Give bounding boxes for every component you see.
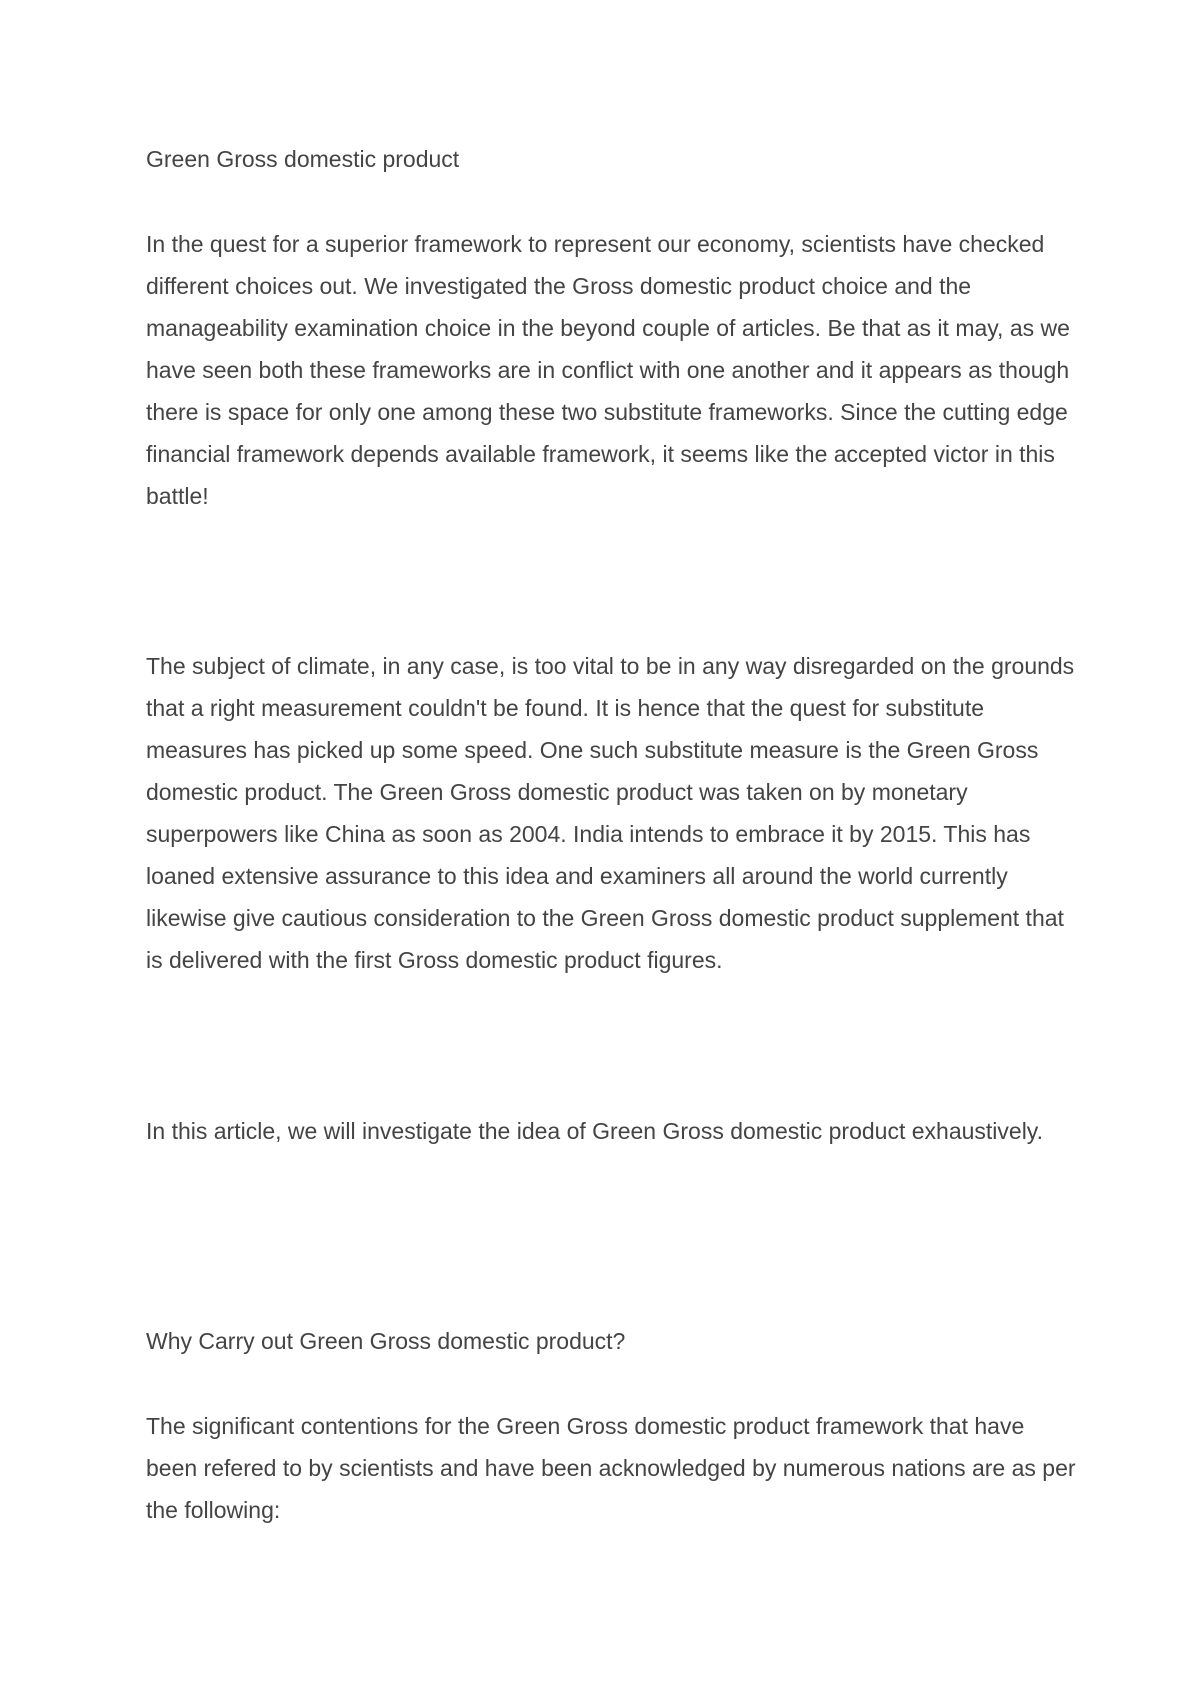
paragraph-intro: In the quest for a superior framework to represent our economy, scientists have checked different choices out. We investigated the Gross domestic product choice and the manageability examination choice in the beyond couple of articles. Be that as it may, as we have seen both these frameworks are in conflict with one another and it appears as though there is space for only one among these two substitute frameworks. Since the cutting edge financial framework depends available framework, it seems like the accepted victor in this battle! [146,231,1070,509]
document-title: Green Gross domestic product [146,146,460,172]
paragraph-contentions: The significant contentions for the Green Gross domestic product framework that have been refered to by scientists and have been acknowledged by numerous nations are as per the following: [146,1413,1076,1523]
section-heading: Why Carry out Green Gross domestic product? [146,1328,626,1354]
paragraph-climate: The subject of climate, in any case, is too vital to be in any way disregarded on the grounds that a right measurement couldn't be found. It is hence that the quest for substitute measures has picked up some speed. One such substitute measure is the Green Gross domestic product. The Green Gross domestic product was taken on by monetary superpowers like China as soon as 2004. India intends to embrace it by 2015. This has loaned extensive assurance to this idea and examiners all around the world currently likewise give cautious consideration to the Green Gross domestic product supplement that is delivered with the first Gross domestic product figures. [146,653,1075,973]
paragraph-article-scope: In this article, we will investigate the idea of Green Gross domestic product exhaustively. [146,1118,1043,1144]
